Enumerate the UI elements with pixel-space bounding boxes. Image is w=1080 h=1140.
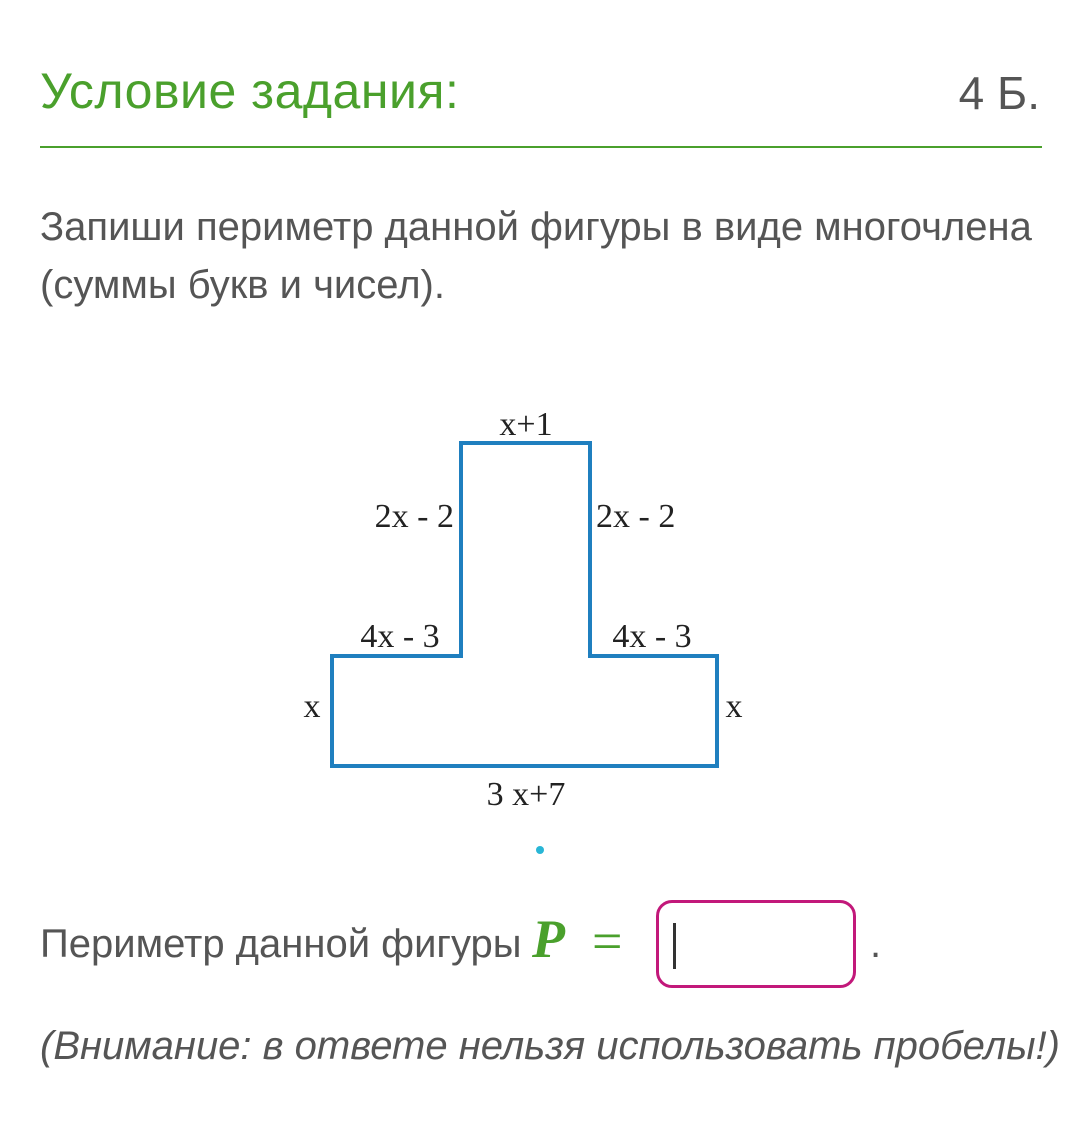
marker-dot [536,846,544,854]
task-statement-line-2: (суммы букв и чисел). [40,263,445,307]
label-top: x+1 [499,406,553,443]
answer-row [40,898,1040,998]
label-right-upper: 2x - 2 [596,498,676,535]
task-points: 4 Б. [958,67,1040,119]
label-right-shoulder: 4x - 3 [612,618,692,655]
text-caret [673,923,676,969]
t-shape-figure [280,395,780,825]
attention-note: (Внимание: в ответе нельзя использовать пробелы!) [40,1024,1060,1068]
answer-variable: P [532,909,565,969]
t-shape-outline [332,443,717,766]
label-right-side: x [725,688,743,725]
label-bottom: 3 x+7 [486,776,566,813]
header-divider [40,146,1042,148]
label-left-side: x [303,688,321,725]
task-statement [40,198,1050,314]
answer-label: Периметр данной фигуры [40,922,522,966]
task-statement-line-1: Запиши периметр данной фигуры в виде многочлена [40,205,1032,249]
task-header-title: Условие задания: [40,63,460,119]
perimeter-answer-input[interactable] [656,900,856,988]
answer-period: . [870,922,882,966]
label-left-shoulder: 4x - 3 [360,618,440,655]
answer-equals-sign: = [592,911,623,971]
label-left-upper: 2x - 2 [374,498,454,535]
